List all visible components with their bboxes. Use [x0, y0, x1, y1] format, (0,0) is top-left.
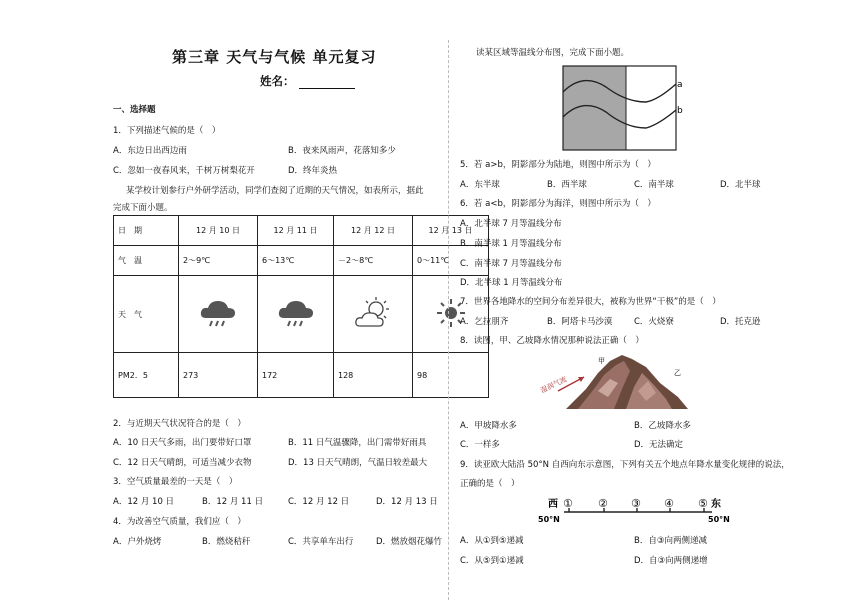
q1-option-c: C．忽如一夜春风来，千树万树梨花开: [113, 166, 255, 176]
q4-option-b: B．燃烧秸秆: [202, 537, 251, 547]
q3-option-a: A．12 月 10 日: [113, 497, 175, 507]
latitude-figure: [536, 494, 740, 524]
right-intro: 读某区域等温线分布图，完成下面小题。: [476, 48, 630, 58]
date-cell: 12 月 11 日: [258, 216, 334, 246]
q7-option-d: D．托克逊: [720, 317, 761, 327]
wind-label: 湿润气流: [539, 375, 569, 395]
point-5: ⑤: [698, 497, 708, 510]
east-label: 东: [711, 499, 721, 510]
q4-stem: 4．为改善空气质量，我们应（ ）: [113, 517, 246, 527]
weather-cell: [258, 276, 334, 353]
page-title: 第三章 天气与气候 单元复习: [172, 48, 377, 66]
date-cell: 12 月 10 日: [179, 216, 258, 246]
q5-option-d: D．北半球: [720, 180, 761, 190]
pm-cell: 273: [179, 353, 258, 398]
point-4: ④: [664, 497, 674, 510]
lat-right-label: 50°N: [708, 515, 730, 524]
column-divider: [448, 40, 449, 600]
section-heading: 一、选择题: [113, 105, 156, 115]
label-jia: 甲: [598, 357, 605, 365]
q2-option-b: B．11 日气温骤降，出门需带好雨具: [288, 438, 427, 448]
q7-option-a: A．乞拉朋齐: [460, 317, 509, 327]
q9-option-d: D．自③向两侧递增: [634, 556, 708, 566]
isotherm-figure: [558, 62, 688, 154]
point-3: ③: [631, 497, 641, 510]
q9-option-c: C．从⑤到①递减: [460, 556, 524, 566]
q9-stem-line-2: 正确的是（ ）: [460, 479, 520, 489]
q7-stem: 7．世界各地降水的空间分布差异很大，被称为世界“干极”的是（ ）: [460, 297, 721, 307]
name-field: [260, 73, 355, 89]
q1-option-b: B．夜来风雨声，花落知多少: [288, 146, 396, 156]
q8-option-a: A．甲坡降水多: [460, 421, 517, 431]
label-a: a: [677, 80, 683, 90]
q8-option-b: B．乙坡降水多: [634, 421, 691, 431]
q9-stem-line-1: 9．读亚欧大陆沿 50°N 自西向东示意图，下列有关五个地点年降水量变化规律的说法，: [460, 460, 790, 470]
weather-cell: [334, 276, 413, 353]
row-label-temp: 气 温: [114, 246, 179, 276]
date-cell: 12 月 13 日: [413, 216, 489, 246]
rain-cloud-icon: [198, 296, 238, 330]
q5-stem: 5．若 a>b，阴影部分为陆地，则图中所示为（ ）: [460, 160, 656, 170]
row-label-date: 日 期: [114, 216, 179, 246]
name-label: 姓名：: [260, 74, 295, 88]
pm-cell: 98: [413, 353, 489, 398]
q6-option-c: C．南半球 7 月等温线分布: [460, 259, 562, 269]
row-label-pm: PM2．5: [114, 353, 179, 398]
lat-left-label: 50°N: [538, 515, 560, 524]
q5-option-c: C．南半球: [634, 180, 674, 190]
label-b: b: [677, 106, 683, 116]
q4-option-a: A．户外烧烤: [113, 537, 162, 547]
q9-option-a: A．从①到⑤递减: [460, 536, 524, 546]
q5-option-b: B．西半球: [547, 180, 587, 190]
temp-cell: －2～8℃: [334, 246, 413, 276]
intro-line-1: 某学校计划参行户外研学活动，同学们查阅了近期的天气情况，如表所示，据此: [126, 186, 424, 196]
q5-option-a: A．东半球: [460, 180, 500, 190]
q6-option-d: D．北半球 1 月等温线分布: [460, 278, 563, 288]
q2-stem: 2．与近期天气状况符合的是（ ）: [113, 419, 246, 429]
q4-option-c: C．共享单车出行: [288, 537, 354, 547]
q7-option-b: B．阿塔卡马沙漠: [547, 317, 613, 327]
q9-option-b: B．自③向两侧递减: [634, 536, 707, 546]
q8-option-d: D．无法确定: [634, 440, 684, 450]
west-label: 西: [548, 499, 558, 510]
q6-option-a: A．北半球 7 月等温线分布: [460, 219, 562, 229]
q7-option-c: C．火烧寮: [634, 317, 674, 327]
q6-stem: 6．若 a<b，阴影部分为海洋，则图中所示为（ ）: [460, 199, 656, 209]
rain-cloud-icon: [276, 296, 316, 330]
q2-option-c: C．12 日天气晴朗，可适当减少衣物: [113, 458, 252, 468]
q3-option-b: B．12 月 11 日: [202, 497, 264, 507]
q3-option-c: C．12 月 12 日: [288, 497, 350, 507]
q1-option-a: A．东边日出西边雨: [113, 146, 187, 156]
sun-cloud-icon: [353, 295, 393, 331]
pm-cell: 172: [258, 353, 334, 398]
q6-option-b: B．南半球 1 月等温线分布: [460, 239, 562, 249]
q4-option-d: D．燃放烟花爆竹: [376, 537, 443, 547]
weather-cell: [179, 276, 258, 353]
label-yi: 乙: [674, 369, 681, 377]
q2-option-d: D．13 日天气晴朗，气温日较差最大: [288, 458, 428, 468]
q8-stem: 8．读图，甲、乙坡降水情况那种说法正确（ ）: [460, 336, 644, 346]
point-1: ①: [563, 497, 573, 510]
q1-option-d: D．终年炎热: [288, 166, 338, 176]
temp-cell: 0～11℃: [413, 246, 489, 276]
date-cell: 12 月 12 日: [334, 216, 413, 246]
weather-table: [113, 215, 489, 398]
name-blank: [299, 77, 355, 89]
temp-cell: 2～9℃: [179, 246, 258, 276]
mountain-figure: [538, 351, 698, 413]
pm-cell: 128: [334, 353, 413, 398]
point-2: ②: [598, 497, 608, 510]
q8-option-c: C．一样多: [460, 440, 500, 450]
intro-line-2: 完成下面小题。: [113, 203, 173, 213]
row-label-weather: 天 气: [114, 276, 179, 353]
q3-option-d: D．12 月 13 日: [376, 497, 438, 507]
q3-stem: 3．空气质量最差的一天是（ ）: [113, 477, 238, 487]
q2-option-a: A．10 日天气多雨，出门要带好口罩: [113, 438, 252, 448]
q1-stem: 1．下列描述气候的是（ ）: [113, 126, 221, 136]
temp-cell: 6～13℃: [258, 246, 334, 276]
